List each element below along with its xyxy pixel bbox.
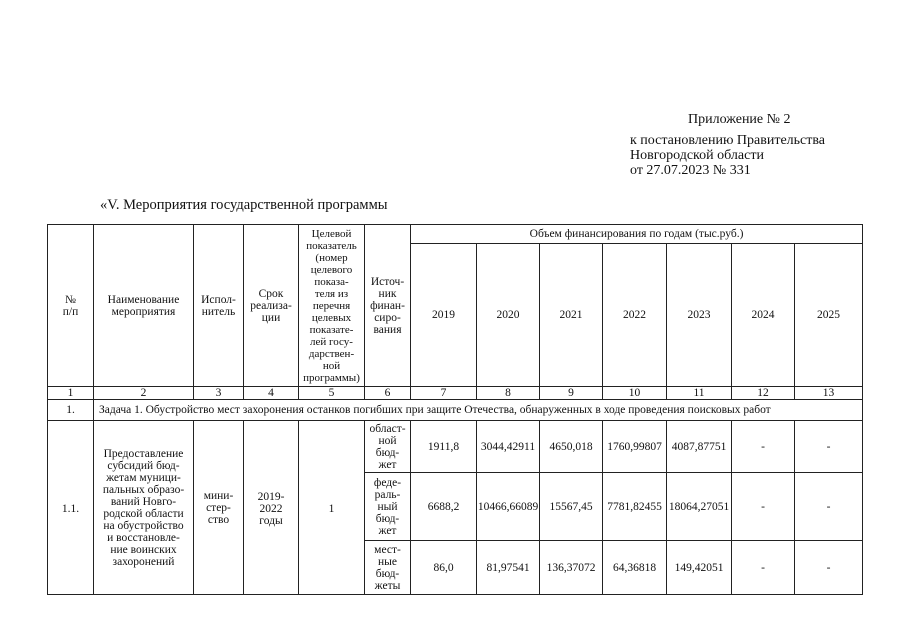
appendix-line: Новгородской области <box>630 148 764 163</box>
header-year: 2021 <box>540 244 603 387</box>
header-executor: Испол- нитель <box>194 225 244 387</box>
funding-value: 7781,82455 <box>603 473 667 541</box>
column-number: 2 <box>94 387 194 400</box>
funding-value: 4087,87751 <box>667 421 732 473</box>
column-number: 3 <box>194 387 244 400</box>
column-number: 5 <box>299 387 365 400</box>
funding-value: 1760,99807 <box>603 421 667 473</box>
funding-value: 18064,27051 <box>667 473 732 541</box>
header-term: Срок реализа- ции <box>244 225 299 387</box>
column-number: 4 <box>244 387 299 400</box>
funding-value: 15567,45 <box>540 473 603 541</box>
funding-value: - <box>795 541 863 595</box>
funding-source: феде- раль- ный бюд- жет <box>365 473 411 541</box>
funding-value: - <box>795 421 863 473</box>
item-target: 1 <box>299 421 365 595</box>
column-number: 10 <box>603 387 667 400</box>
header-name: Наименование мероприятия <box>94 225 194 387</box>
funding-value: - <box>795 473 863 541</box>
funding-value: - <box>732 541 795 595</box>
header-year: 2023 <box>667 244 732 387</box>
program-table <box>47 224 863 595</box>
funding-value: 136,37072 <box>540 541 603 595</box>
funding-value: 3044,42911 <box>477 421 540 473</box>
funding-value: 64,36818 <box>603 541 667 595</box>
funding-value: 149,42051 <box>667 541 732 595</box>
header-source: Источ- ник финан- сиро- вания <box>365 225 411 387</box>
header-year: 2024 <box>732 244 795 387</box>
item-name: Предоставление субсидий бюд- жетам муници- пальных образо- ваний Новго- родской области на обустройство и восстановле- ние воинских захоронений <box>94 421 194 595</box>
funding-value: - <box>732 421 795 473</box>
funding-value: 86,0 <box>411 541 477 595</box>
appendix-line: к постановлению Правительства <box>630 133 826 148</box>
column-number: 12 <box>732 387 795 400</box>
funding-value: 10466,66089 <box>477 473 540 541</box>
appendix-line: от 27.07.2023 № 331 <box>630 163 751 178</box>
column-number: 11 <box>667 387 732 400</box>
funding-value: 4650,018 <box>540 421 603 473</box>
column-number: 7 <box>411 387 477 400</box>
header-num: № п/п <box>48 225 94 387</box>
header-year: 2022 <box>603 244 667 387</box>
task-text: Задача 1. Обустройство мест захоронения останков погибших при защите Отечества, обнаруженных в ходе проведения поисковых работ <box>94 400 863 421</box>
appendix-block <box>630 112 825 178</box>
column-number: 13 <box>795 387 863 400</box>
funding-value: 81,97541 <box>477 541 540 595</box>
column-number: 6 <box>365 387 411 400</box>
section-title: «V. Мероприятия государственной программы <box>100 197 388 213</box>
header-target: Целевой показатель (номер целевого показа- теля из перечня целевых показате- лей госу- дарствен- ной программы) <box>299 225 365 387</box>
header-year: 2019 <box>411 244 477 387</box>
header-funding: Объем финансирования по годам (тыс.руб.) <box>411 225 863 244</box>
task-num: 1. <box>48 400 94 421</box>
appendix-title: Приложение № 2 <box>688 112 791 127</box>
funding-value: 1911,8 <box>411 421 477 473</box>
task-row <box>48 400 863 421</box>
column-number: 9 <box>540 387 603 400</box>
funding-source: мест- ные бюд- жеты <box>365 541 411 595</box>
column-number-row <box>48 387 863 400</box>
header-year: 2025 <box>795 244 863 387</box>
column-number: 8 <box>477 387 540 400</box>
funding-value: 6688,2 <box>411 473 477 541</box>
header-year: 2020 <box>477 244 540 387</box>
table-row <box>48 421 863 473</box>
funding-value: - <box>732 473 795 541</box>
funding-source: област- ной бюд- жет <box>365 421 411 473</box>
item-num: 1.1. <box>48 421 94 595</box>
item-term: 2019- 2022 годы <box>244 421 299 595</box>
item-executor: мини- стер- ство <box>194 421 244 595</box>
column-number: 1 <box>48 387 94 400</box>
